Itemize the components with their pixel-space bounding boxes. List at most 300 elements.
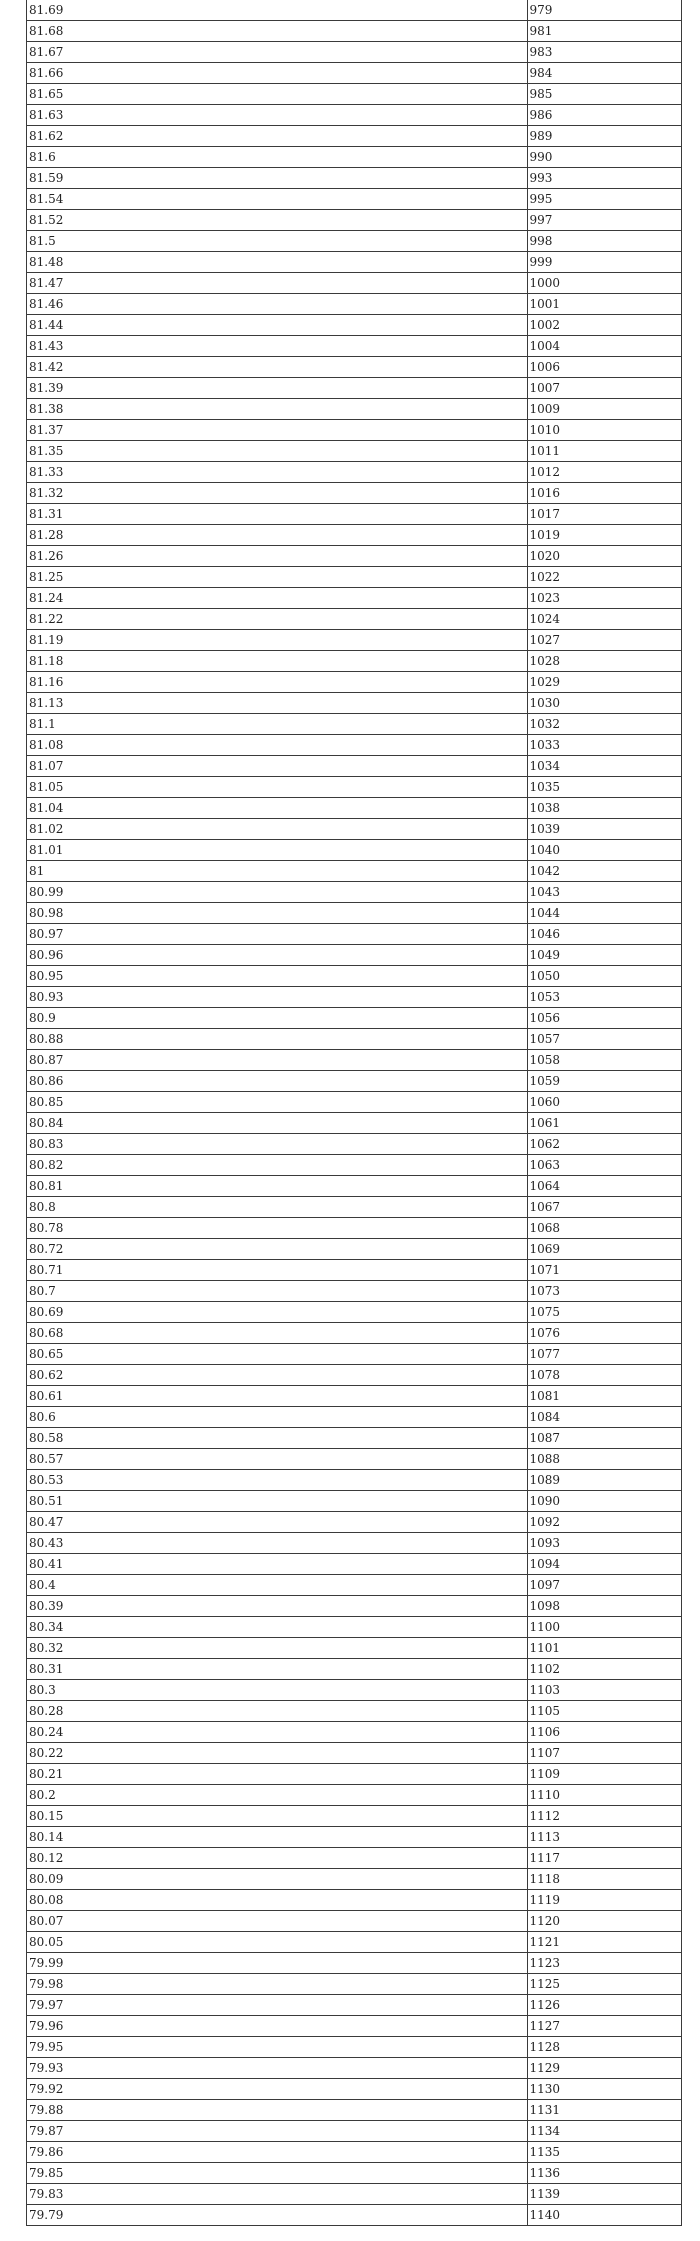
table-row <box>27 840 681 861</box>
score-cell: 80.24 <box>27 1722 527 1743</box>
table-row <box>27 1764 681 1785</box>
score-cell: 80.12 <box>27 1848 527 1869</box>
score-cell: 79.97 <box>27 1995 527 2016</box>
table-row <box>27 1806 681 1827</box>
score-cell: 80.97 <box>27 924 527 945</box>
table-row <box>27 441 681 462</box>
rank-cell: 984 <box>527 63 681 84</box>
rank-cell: 1035 <box>527 777 681 798</box>
rank-cell: 1093 <box>527 1533 681 1554</box>
table-row <box>27 189 681 210</box>
table-row <box>27 1218 681 1239</box>
rank-cell: 1113 <box>527 1827 681 1848</box>
score-cell: 80.8 <box>27 1197 527 1218</box>
rank-cell: 1084 <box>527 1407 681 1428</box>
rank-cell: 1056 <box>527 1008 681 1029</box>
rank-cell: 1119 <box>527 1890 681 1911</box>
rank-cell: 1067 <box>527 1197 681 1218</box>
table-row <box>27 1113 681 1134</box>
table-row <box>27 1995 681 2016</box>
rank-cell: 1023 <box>527 588 681 609</box>
rank-cell: 1030 <box>527 693 681 714</box>
score-cell: 80.57 <box>27 1449 527 1470</box>
table-row <box>27 420 681 441</box>
rank-cell: 1044 <box>527 903 681 924</box>
score-cell: 80.62 <box>27 1365 527 1386</box>
table-row <box>27 1344 681 1365</box>
score-cell: 81.37 <box>27 420 527 441</box>
rank-cell: 1049 <box>527 945 681 966</box>
rank-cell: 1112 <box>527 1806 681 1827</box>
table-row <box>27 168 681 189</box>
score-cell: 80.82 <box>27 1155 527 1176</box>
score-cell: 81.33 <box>27 462 527 483</box>
table-row <box>27 504 681 525</box>
score-cell: 81.02 <box>27 819 527 840</box>
score-cell: 81.07 <box>27 756 527 777</box>
rank-cell: 1028 <box>527 651 681 672</box>
table-row <box>27 273 681 294</box>
rank-cell: 1140 <box>527 2205 681 2226</box>
table-row <box>27 1869 681 1890</box>
table-row <box>27 1323 681 1344</box>
score-cell: 80.14 <box>27 1827 527 1848</box>
rank-cell: 1040 <box>527 840 681 861</box>
score-cell: 81.62 <box>27 126 527 147</box>
score-cell: 81.16 <box>27 672 527 693</box>
table-row <box>27 1302 681 1323</box>
table-row <box>27 2205 681 2226</box>
table-row <box>27 1848 681 1869</box>
table-row <box>27 2016 681 2037</box>
rank-cell: 1107 <box>527 1743 681 1764</box>
table-row <box>27 1932 681 1953</box>
rank-cell: 1029 <box>527 672 681 693</box>
table-row <box>27 462 681 483</box>
score-cell: 81.65 <box>27 84 527 105</box>
table-row <box>27 903 681 924</box>
score-cell: 79.79 <box>27 2205 527 2226</box>
table-row <box>27 819 681 840</box>
table-row <box>27 399 681 420</box>
table-body <box>27 0 681 2226</box>
rank-cell: 1046 <box>527 924 681 945</box>
table-row <box>27 1155 681 1176</box>
table-row <box>27 147 681 168</box>
score-cell: 80.7 <box>27 1281 527 1302</box>
rank-cell: 1001 <box>527 294 681 315</box>
table-row <box>27 1470 681 1491</box>
table-row <box>27 672 681 693</box>
rank-cell: 1007 <box>527 378 681 399</box>
table-row <box>27 21 681 42</box>
score-cell: 81.68 <box>27 21 527 42</box>
score-cell: 81.69 <box>27 0 527 21</box>
table-row <box>27 483 681 504</box>
rank-cell: 1136 <box>527 2163 681 2184</box>
rank-cell: 1128 <box>527 2037 681 2058</box>
score-cell: 80.08 <box>27 1890 527 1911</box>
rank-cell: 989 <box>527 126 681 147</box>
rank-cell: 1002 <box>527 315 681 336</box>
table-row <box>27 1008 681 1029</box>
score-cell: 80.4 <box>27 1575 527 1596</box>
rank-cell: 1102 <box>527 1659 681 1680</box>
table-row <box>27 2121 681 2142</box>
rank-cell: 1022 <box>527 567 681 588</box>
table-row <box>27 777 681 798</box>
table-row <box>27 1260 681 1281</box>
score-cell: 81.28 <box>27 525 527 546</box>
score-cell: 81.46 <box>27 294 527 315</box>
score-cell: 81.52 <box>27 210 527 231</box>
rank-cell: 1060 <box>527 1092 681 1113</box>
score-cell: 81.48 <box>27 252 527 273</box>
table-row <box>27 2100 681 2121</box>
rank-cell: 1073 <box>527 1281 681 1302</box>
score-cell: 79.99 <box>27 1953 527 1974</box>
table-row <box>27 336 681 357</box>
rank-cell: 1019 <box>527 525 681 546</box>
table-row <box>27 2058 681 2079</box>
rank-cell: 1117 <box>527 1848 681 1869</box>
table-row <box>27 966 681 987</box>
score-cell: 81.25 <box>27 567 527 588</box>
table-row <box>27 1575 681 1596</box>
rank-cell: 995 <box>527 189 681 210</box>
rank-cell: 1020 <box>527 546 681 567</box>
table-row <box>27 1134 681 1155</box>
rank-cell: 1017 <box>527 504 681 525</box>
rank-cell: 1068 <box>527 1218 681 1239</box>
score-cell: 79.92 <box>27 2079 527 2100</box>
table-row <box>27 651 681 672</box>
score-cell: 81.31 <box>27 504 527 525</box>
table-row <box>27 1638 681 1659</box>
rank-cell: 1034 <box>527 756 681 777</box>
table-row <box>27 1785 681 1806</box>
score-cell: 81.08 <box>27 735 527 756</box>
score-cell: 81.1 <box>27 714 527 735</box>
table-row <box>27 1743 681 1764</box>
rank-cell: 1057 <box>527 1029 681 1050</box>
score-cell: 81.67 <box>27 42 527 63</box>
table-row <box>27 714 681 735</box>
score-cell: 79.93 <box>27 2058 527 2079</box>
rank-cell: 1069 <box>527 1239 681 1260</box>
table-row <box>27 1386 681 1407</box>
score-cell: 80.85 <box>27 1092 527 1113</box>
rank-cell: 981 <box>527 21 681 42</box>
score-cell: 80.87 <box>27 1050 527 1071</box>
score-cell: 80.78 <box>27 1218 527 1239</box>
score-cell: 81.59 <box>27 168 527 189</box>
table-row <box>27 42 681 63</box>
table-row <box>27 1365 681 1386</box>
rank-cell: 993 <box>527 168 681 189</box>
table-row <box>27 1533 681 1554</box>
table-row <box>27 588 681 609</box>
score-cell: 79.95 <box>27 2037 527 2058</box>
score-cell: 80.21 <box>27 1764 527 1785</box>
rank-cell: 1000 <box>527 273 681 294</box>
rank-cell: 1012 <box>527 462 681 483</box>
table-row <box>27 252 681 273</box>
rank-cell: 1062 <box>527 1134 681 1155</box>
table-row <box>27 1827 681 1848</box>
rank-cell: 979 <box>527 0 681 21</box>
table-row <box>27 84 681 105</box>
score-cell: 80.58 <box>27 1428 527 1449</box>
rank-cell: 1032 <box>527 714 681 735</box>
rank-cell: 1129 <box>527 2058 681 2079</box>
rank-cell: 998 <box>527 231 681 252</box>
table-row <box>27 1890 681 1911</box>
score-cell: 80.9 <box>27 1008 527 1029</box>
rank-cell: 1075 <box>527 1302 681 1323</box>
table-row <box>27 63 681 84</box>
table-row <box>27 1176 681 1197</box>
score-cell: 80.61 <box>27 1386 527 1407</box>
score-cell: 80.71 <box>27 1260 527 1281</box>
rank-cell: 1009 <box>527 399 681 420</box>
score-cell: 80.81 <box>27 1176 527 1197</box>
rank-cell: 1088 <box>527 1449 681 1470</box>
rank-cell: 990 <box>527 147 681 168</box>
table-row <box>27 231 681 252</box>
rank-cell: 1076 <box>527 1323 681 1344</box>
score-cell: 80.83 <box>27 1134 527 1155</box>
rank-cell: 1094 <box>527 1554 681 1575</box>
score-cell: 80.99 <box>27 882 527 903</box>
table-row <box>27 567 681 588</box>
table-row <box>27 1659 681 1680</box>
table-row <box>27 1953 681 1974</box>
score-table-sheet <box>26 0 682 2226</box>
table-row <box>27 294 681 315</box>
table-row <box>27 693 681 714</box>
rank-cell: 986 <box>527 105 681 126</box>
score-rank-table <box>27 0 681 2226</box>
score-cell: 80.15 <box>27 1806 527 1827</box>
rank-cell: 1101 <box>527 1638 681 1659</box>
rank-cell: 1024 <box>527 609 681 630</box>
table-row <box>27 1050 681 1071</box>
score-cell: 80.51 <box>27 1491 527 1512</box>
rank-cell: 1135 <box>527 2142 681 2163</box>
table-row <box>27 1071 681 1092</box>
rank-cell: 1078 <box>527 1365 681 1386</box>
score-cell: 80.43 <box>27 1533 527 1554</box>
score-cell: 81.32 <box>27 483 527 504</box>
score-cell: 81.26 <box>27 546 527 567</box>
score-cell: 80.34 <box>27 1617 527 1638</box>
rank-cell: 985 <box>527 84 681 105</box>
table-row <box>27 1701 681 1722</box>
rank-cell: 1139 <box>527 2184 681 2205</box>
rank-cell: 1130 <box>527 2079 681 2100</box>
table-row <box>27 609 681 630</box>
score-cell: 81.04 <box>27 798 527 819</box>
rank-cell: 1118 <box>527 1869 681 1890</box>
score-cell: 80.88 <box>27 1029 527 1050</box>
score-cell: 81.22 <box>27 609 527 630</box>
score-cell: 80.05 <box>27 1932 527 1953</box>
score-cell: 81.19 <box>27 630 527 651</box>
table-row <box>27 1449 681 1470</box>
rank-cell: 1042 <box>527 861 681 882</box>
score-cell: 80.28 <box>27 1701 527 1722</box>
score-cell: 79.83 <box>27 2184 527 2205</box>
score-cell: 80.09 <box>27 1869 527 1890</box>
rank-cell: 1010 <box>527 420 681 441</box>
score-cell: 80.6 <box>27 1407 527 1428</box>
table-row <box>27 1092 681 1113</box>
score-cell: 80.22 <box>27 1743 527 1764</box>
rank-cell: 1038 <box>527 798 681 819</box>
score-cell: 81.01 <box>27 840 527 861</box>
table-row <box>27 1722 681 1743</box>
score-cell: 80.84 <box>27 1113 527 1134</box>
rank-cell: 1134 <box>527 2121 681 2142</box>
table-row <box>27 1491 681 1512</box>
table-row <box>27 861 681 882</box>
table-row <box>27 1596 681 1617</box>
table-row <box>27 2184 681 2205</box>
rank-cell: 1043 <box>527 882 681 903</box>
score-cell: 81.38 <box>27 399 527 420</box>
score-cell: 80.72 <box>27 1239 527 1260</box>
rank-cell: 1050 <box>527 966 681 987</box>
rank-cell: 1125 <box>527 1974 681 1995</box>
table-row <box>27 735 681 756</box>
score-cell: 79.86 <box>27 2142 527 2163</box>
score-cell: 80.31 <box>27 1659 527 1680</box>
score-cell: 80.93 <box>27 987 527 1008</box>
table-row <box>27 2163 681 2184</box>
score-cell: 80.32 <box>27 1638 527 1659</box>
rank-cell: 1106 <box>527 1722 681 1743</box>
score-cell: 81.63 <box>27 105 527 126</box>
score-cell: 80.68 <box>27 1323 527 1344</box>
rank-cell: 1092 <box>527 1512 681 1533</box>
rank-cell: 1039 <box>527 819 681 840</box>
score-cell: 81.66 <box>27 63 527 84</box>
score-cell: 79.88 <box>27 2100 527 2121</box>
rank-cell: 1097 <box>527 1575 681 1596</box>
table-row <box>27 1428 681 1449</box>
rank-cell: 1053 <box>527 987 681 1008</box>
rank-cell: 1006 <box>527 357 681 378</box>
table-row <box>27 2037 681 2058</box>
score-cell: 80.41 <box>27 1554 527 1575</box>
rank-cell: 1090 <box>527 1491 681 1512</box>
score-cell: 81.47 <box>27 273 527 294</box>
score-cell: 80.98 <box>27 903 527 924</box>
score-cell: 80.39 <box>27 1596 527 1617</box>
score-cell: 80.3 <box>27 1680 527 1701</box>
score-cell: 79.87 <box>27 2121 527 2142</box>
rank-cell: 1016 <box>527 483 681 504</box>
score-cell: 79.96 <box>27 2016 527 2037</box>
score-cell: 81.05 <box>27 777 527 798</box>
rank-cell: 1033 <box>527 735 681 756</box>
table-row <box>27 1281 681 1302</box>
rank-cell: 1109 <box>527 1764 681 1785</box>
rank-cell: 1120 <box>527 1911 681 1932</box>
score-cell: 81.18 <box>27 651 527 672</box>
rank-cell: 1105 <box>527 1701 681 1722</box>
table-row <box>27 1029 681 1050</box>
table-row <box>27 1617 681 1638</box>
score-cell: 80.65 <box>27 1344 527 1365</box>
table-row <box>27 1554 681 1575</box>
rank-cell: 1064 <box>527 1176 681 1197</box>
table-row <box>27 756 681 777</box>
score-cell: 80.96 <box>27 945 527 966</box>
rank-cell: 1027 <box>527 630 681 651</box>
rank-cell: 1123 <box>527 1953 681 1974</box>
table-row <box>27 0 681 21</box>
score-cell: 81.24 <box>27 588 527 609</box>
rank-cell: 1126 <box>527 1995 681 2016</box>
table-row <box>27 630 681 651</box>
rank-cell: 1058 <box>527 1050 681 1071</box>
rank-cell: 1004 <box>527 336 681 357</box>
rank-cell: 1011 <box>527 441 681 462</box>
score-cell: 81.54 <box>27 189 527 210</box>
table-row <box>27 987 681 1008</box>
rank-cell: 1110 <box>527 1785 681 1806</box>
rank-cell: 1098 <box>527 1596 681 1617</box>
rank-cell: 997 <box>527 210 681 231</box>
table-row <box>27 357 681 378</box>
table-row <box>27 525 681 546</box>
table-row <box>27 126 681 147</box>
table-row <box>27 315 681 336</box>
rank-cell: 1077 <box>527 1344 681 1365</box>
score-cell: 79.85 <box>27 2163 527 2184</box>
rank-cell: 983 <box>527 42 681 63</box>
score-cell: 81.6 <box>27 147 527 168</box>
table-row <box>27 882 681 903</box>
rank-cell: 1121 <box>527 1932 681 1953</box>
rank-cell: 1103 <box>527 1680 681 1701</box>
score-cell: 80.2 <box>27 1785 527 1806</box>
table-row <box>27 2079 681 2100</box>
score-cell: 80.07 <box>27 1911 527 1932</box>
rank-cell: 999 <box>527 252 681 273</box>
table-row <box>27 798 681 819</box>
rank-cell: 1081 <box>527 1386 681 1407</box>
score-cell: 81.39 <box>27 378 527 399</box>
table-row <box>27 924 681 945</box>
table-row <box>27 1512 681 1533</box>
score-cell: 80.86 <box>27 1071 527 1092</box>
table-row <box>27 945 681 966</box>
table-row <box>27 1974 681 1995</box>
rank-cell: 1089 <box>527 1470 681 1491</box>
score-cell: 80.47 <box>27 1512 527 1533</box>
rank-cell: 1063 <box>527 1155 681 1176</box>
score-cell: 81.43 <box>27 336 527 357</box>
table-row <box>27 1911 681 1932</box>
score-cell: 79.98 <box>27 1974 527 1995</box>
table-row <box>27 378 681 399</box>
score-cell: 81.44 <box>27 315 527 336</box>
rank-cell: 1059 <box>527 1071 681 1092</box>
rank-cell: 1131 <box>527 2100 681 2121</box>
